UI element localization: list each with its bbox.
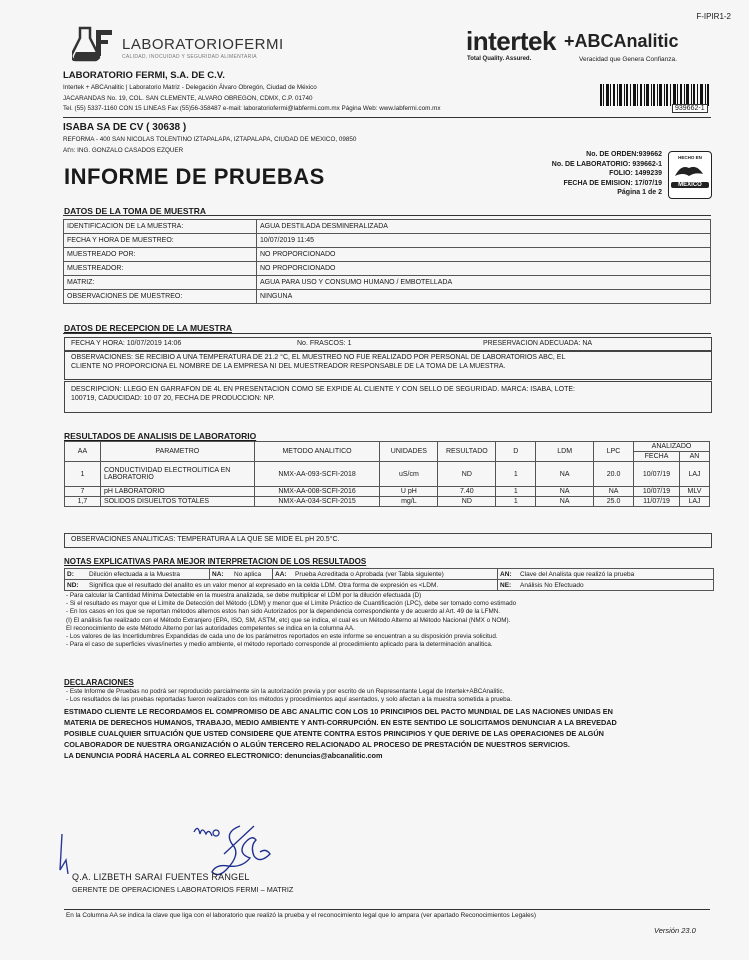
header-analizado: ANALIZADO	[634, 442, 710, 452]
note-line: - En los casos en los que se reportan métodos alternos estos han sido Autorizados por la dependencia correspondiente y de acuerdo al Art. 49 de la LFMN.	[66, 608, 501, 616]
notes-lines	[66, 592, 516, 649]
results-observaciones	[64, 533, 712, 548]
toma-field-label: MUESTREADO POR:	[64, 248, 257, 262]
intertek-tagline: Total Quality. Assured.	[467, 56, 532, 62]
results-cell: uS/cm	[380, 462, 438, 487]
header-line-3: Tel. (55) 5337-1160 CON 15 LINEAS Fax (55)56-358487 e-mail: laboratoriofermi@labfermi.com.mx Página Web: www.labfermi.com.mx	[63, 105, 441, 112]
legend-val-ne: Análisis No Efectuado	[518, 580, 714, 591]
lab-logo-subtitle: CALIDAD, INOCUIDAD Y SEGURIDAD ALIMENTARIA	[122, 54, 257, 60]
results-cell: 1	[65, 462, 101, 487]
legend-val-d: Dilución efectuada a la Muestra	[87, 569, 210, 580]
legend-val-na: No aplica	[232, 569, 273, 580]
declaration-bold-line: POSIBLE CUALQUIER SITUACIÓN QUE USTED CONSIDERE QUE ATENTE CONTRA ESTOS PRINCIPIOS Y QUE DERIVE DE LAS OPERACIONES DE ALGÚN	[64, 729, 604, 738]
results-cell: LAJ	[679, 497, 709, 507]
abc-analitic-logo: +ABCAnalitic	[564, 31, 679, 51]
page-title: INFORME DE PRUEBAS	[64, 164, 325, 189]
header-lpc: LPC	[594, 442, 634, 462]
issue-date: FECHA DE EMISION: 17/07/19	[563, 179, 662, 187]
toma-row	[64, 220, 711, 234]
margin-mark-icon	[54, 830, 74, 885]
header-parametro: PARAMETRO	[100, 442, 254, 462]
section-title-recepcion: DATOS DE RECEPCION DE LA MUESTRA	[64, 323, 232, 333]
section-title-resultados: RESULTADOS DE ANALISIS DE LABORATORIO	[64, 431, 257, 441]
footer-divider	[64, 909, 710, 910]
results-cell: NA	[594, 487, 634, 497]
note-line: - Si el resultado es mayor que el Límite de Detección del Método (LDM) y menor que el Límite Práctico de Cuantificación (LPC), debe ser tomado como estimado	[66, 600, 517, 608]
lab-number: No. DE LABORATORIO: 939662-1	[551, 160, 662, 168]
order-number: No. DE ORDEN:939662	[586, 151, 662, 158]
toma-row	[64, 248, 711, 262]
declaraciones-bold-lines	[64, 706, 617, 761]
results-cell: NA	[536, 497, 594, 507]
results-row	[65, 462, 710, 487]
toma-row	[64, 234, 711, 248]
intertek-logo: intertek	[466, 26, 556, 56]
results-cell: 1	[496, 462, 536, 487]
notes-legend-row-1	[65, 569, 714, 580]
client-address: REFORMA - 400 SAN NICOLAS TOLENTINO IZTAPALAPA, IZTAPALAPA, CIUDAD DE MEXICO, 09850	[63, 136, 357, 143]
toma-field-label: MATRIZ:	[64, 276, 257, 290]
badge-bottom-text: MÉXICO	[671, 182, 709, 188]
toma-field-value: NINGUNA	[257, 290, 711, 304]
results-cell: NMX-AA-093-SCFI-2018	[254, 462, 380, 487]
order-info	[500, 150, 662, 198]
eagle-icon	[669, 160, 709, 182]
declaration-line: - Este Informe de Pruebas no podrá ser reproducido parcialmente sin la autorización previa y por escrito de un Representante Legal de Intertek+ABCAnalitic.	[66, 688, 505, 695]
results-cell: 7.40	[438, 487, 496, 497]
results-cell: CONDUCTIVIDAD ELECTROLITICA EN LABORATORIO	[100, 462, 254, 487]
legend-key-ne: NE:	[498, 580, 519, 591]
results-row	[65, 497, 710, 507]
toma-field-label: FECHA Y HORA DE MUESTREO:	[64, 234, 257, 248]
results-table	[64, 441, 710, 507]
results-row	[65, 487, 710, 497]
toma-field-value: NO PROPORCIONADO	[257, 248, 711, 262]
recepcion-fecha: FECHA Y HORA: 10/07/2019 14:06	[71, 340, 182, 347]
note-line: El reconocimiento de este Método Alterno por las autoridades competentes se indica en la columna AA.	[66, 624, 355, 632]
recepcion-desc-line-1: DESCRIPCION: LLEGO EN GARRAFON DE 4L EN PRESENTACION COMO SE EXPIDE AL CLIENTE Y CON SELLO DE SEGURIDAD. MARCA: ISABA, LOTE:	[71, 386, 575, 393]
folio: FOLIO: 1499239	[609, 170, 662, 177]
declaration-bold-line: COLABORADOR DE NUESTRA ORGANIZACIÓN O ALGÚN TERCERO RELACIONADO AL PROCESO DE PRESTACIÓN DE NUESTROS SERVICIOS.	[64, 740, 570, 749]
section-divider	[63, 215, 711, 216]
notes-legend-table	[64, 568, 714, 591]
results-cell: 10/07/19	[634, 462, 680, 487]
results-cell: NA	[536, 462, 594, 487]
results-cell: 1	[496, 487, 536, 497]
notes-legend-row-2	[65, 580, 714, 591]
results-cell: NMX-AA-034-SCFI-2015	[254, 497, 380, 507]
note-line: - Para calcular la Cantidad Mínima Detectable en la muestra analizada, se debe multiplicar el LDM por la dilución efectuada (D)	[66, 592, 422, 599]
header-d: D	[496, 442, 536, 462]
declaraciones-lines	[66, 688, 512, 705]
recepcion-observaciones	[64, 350, 712, 380]
legend-val-aa: Prueba Acreditada o Aprobada (ver Tabla siguiente)	[293, 569, 498, 580]
header-divider	[63, 117, 711, 118]
note-line: - Los valores de las Incertidumbres Expandidas de cada uno de los parámetros reportados en este informe se encuentran a su disposición previa solicitud.	[66, 633, 498, 641]
badge-top-text: HECHO EN	[678, 155, 702, 160]
results-cell: MLV	[679, 487, 709, 497]
results-cell: ND	[438, 462, 496, 487]
toma-table	[63, 219, 711, 304]
results-cell: pH LABORATORIO	[100, 487, 254, 497]
company-name: LABORATORIO FERMI, S.A. DE C.V.	[63, 70, 225, 81]
results-cell: mg/L	[380, 497, 438, 507]
section-divider	[63, 333, 711, 334]
results-cell: 7	[65, 487, 101, 497]
section-title-toma: DATOS DE LA TOMA DE MUESTRA	[64, 206, 206, 216]
abc-tagline: Veracidad que Genera Confianza.	[579, 56, 677, 63]
toma-field-value: 10/07/2019 11:45	[257, 234, 711, 248]
results-cell: 20.0	[594, 462, 634, 487]
header-resultado: RESULTADO	[438, 442, 496, 462]
recepcion-desc-line-2: 100719, CADUCIDAD: 10 07 20, FECHA DE PRODUCCION: NP.	[71, 395, 275, 402]
results-cell: 10/07/19	[634, 487, 680, 497]
note-line: - Para el caso de superficies vivas/inertes y medio ambiente, el método reportado corresponde al procedimiento aplicado para la determinación analítica.	[66, 641, 493, 649]
legend-key-d: D:	[65, 569, 88, 580]
legend-key-an: AN:	[498, 569, 519, 580]
legend-val-nd: Significa que el resultado del analito es un valor menor al expresado en la celda LDM. Otra forma de expresión es <LDM.	[87, 580, 498, 591]
toma-field-value: AGUA DESTILADA DESMINERALIZADA	[257, 220, 711, 234]
results-obs-text: OBSERVACIONES ANALITICAS: TEMPERATURA A LA QUE SE MIDE EL pH 20.5°C.	[71, 536, 340, 543]
lab-logo-text: LABORATORIOFERMI	[122, 36, 284, 53]
legend-key-aa: AA:	[273, 569, 294, 580]
barcode-number: 939662-1	[672, 104, 708, 113]
recepcion-frascos: No. FRASCOS: 1	[297, 340, 352, 347]
client-name: ISABA SA DE CV ( 30638 )	[63, 122, 187, 133]
legend-key-na: NA:	[210, 569, 233, 580]
toma-field-value: NO PROPORCIONADO	[257, 262, 711, 276]
header-line-2: JACARANDAS No. 19, COL. SAN CLEMENTE, ALVARO OBREGON, CDMX, C.P. 01740	[63, 95, 313, 102]
declaration-line: - Los resultados de las pruebas reportadas fueron realizados con los métodos y procedimientos aquí asentados, y solo afectan a la muestra sometida a prueba.	[66, 696, 512, 704]
results-cell: 1,7	[65, 497, 101, 507]
header-aa: AA	[65, 442, 101, 462]
header-fecha: FECHA	[634, 452, 680, 462]
results-cell: NMX-AA-008-SCFI-2016	[254, 487, 380, 497]
hecho-en-mexico-badge	[668, 151, 712, 199]
toma-field-label: OBSERVACIONES DE MUESTREO:	[64, 290, 257, 304]
results-cell: 11/07/19	[634, 497, 680, 507]
toma-row	[64, 290, 711, 304]
section-title-declaraciones: DECLARACIONES	[64, 678, 134, 687]
toma-field-value: AGUA PARA USO Y CONSUMO HUMANO / EMBOTELLADA	[257, 276, 711, 290]
header-an: AN	[679, 452, 709, 462]
results-cell: SOLIDOS DISUELTOS TOTALES	[100, 497, 254, 507]
results-cell: 25.0	[594, 497, 634, 507]
page-indicator: Página 1 de 2	[617, 189, 662, 196]
recepcion-preservacion: PRESERVACION ADECUADA: NA	[483, 340, 593, 347]
results-cell: U pH	[380, 487, 438, 497]
recepcion-obs-line-2: CLIENTE NO PROPORCIONA EL NOMBRE DE LA EMPRESA NI DEL MUESTREADOR RESPONSABLE DE LA TOMA DE LA MUESTRA.	[71, 363, 506, 370]
declaration-bold-line: LA DENUNCIA PODRÁ HACERLA AL CORREO ELECTRONICO: denuncias@abcanalitic.com	[64, 751, 383, 760]
note-line: (I) El análisis fue realizado con el Método Extranjero (EPA, ISO, SM, ASTM, etc) que se indica, el cual es un Método Alterno al Método Nacional (NMX o NOM).	[66, 616, 511, 624]
header-line-1: Intertek + ABCAnalitic | Laboratorio Matriz - Delegación Álvaro Obregón, Ciudad de México	[63, 84, 317, 91]
version-label: Versión 23.0	[654, 926, 696, 935]
client-attn: At'n: ING. GONZALO CASADOS EZQUER	[63, 147, 184, 154]
toma-row	[64, 276, 711, 290]
toma-field-label: MUESTREADOR:	[64, 262, 257, 276]
results-cell: NA	[536, 487, 594, 497]
results-header-row	[65, 442, 710, 452]
results-cell: 1	[496, 497, 536, 507]
signer-name: Q.A. LIZBETH SARAI FUENTES RANGEL	[72, 872, 250, 882]
declaration-bold-line: ESTIMADO CLIENTE LE RECORDAMOS EL COMPROMISO DE ABC ANALITIC CON LOS 10 PRINCIPIOS DEL PACTO MUNDIAL DE LAS NACIONES UNIDAS EN	[64, 707, 613, 716]
form-code: F-IPIR1-2	[696, 12, 731, 21]
footer-note: En la Columna AA se indica la clave que liga con el laboratorio que realizó la prueba y el reconocimiento legal que lo ampara (ver apartado Reconocimientos Legales)	[66, 912, 536, 919]
recepcion-obs-line-1: OBSERVACIONES: SE RECIBIO A UNA TEMPERATURA DE 21.2 °C, EL MUESTREO NO FUE REALIZADO POR PERSONAL DE LABORATORIOS ABC, EL	[71, 354, 566, 361]
legend-key-nd: ND:	[65, 580, 88, 591]
declaration-bold-line: MATERIA DE DERECHOS HUMANOS, TRABAJO, MEDIO AMBIENTE Y ANTI-CORRUPCIÓN. EN ESTE SENTIDO LE SOLICITAMOS DENUNCIAR A LA BREVEDAD	[64, 718, 617, 727]
toma-row	[64, 262, 711, 276]
results-cell: ND	[438, 497, 496, 507]
flask-logo-icon	[72, 26, 116, 64]
results-cell: LAJ	[679, 462, 709, 487]
recepcion-descripcion	[64, 381, 712, 413]
toma-field-label: IDENTIFICACION DE LA MUESTRA:	[64, 220, 257, 234]
section-title-notas: NOTAS EXPLICATIVAS PARA MEJOR INTERPRETACION DE LOS RESULTADOS	[64, 557, 367, 566]
header-unidades: UNIDADES	[380, 442, 438, 462]
signer-role: GERENTE DE OPERACIONES LABORATORIOS FERMI – MATRIZ	[72, 885, 294, 894]
header-metodo: METODO ANALITICO	[254, 442, 380, 462]
header-ldm: LDM	[536, 442, 594, 462]
legend-val-an: Clave del Analista que realizó la prueba	[518, 569, 714, 580]
